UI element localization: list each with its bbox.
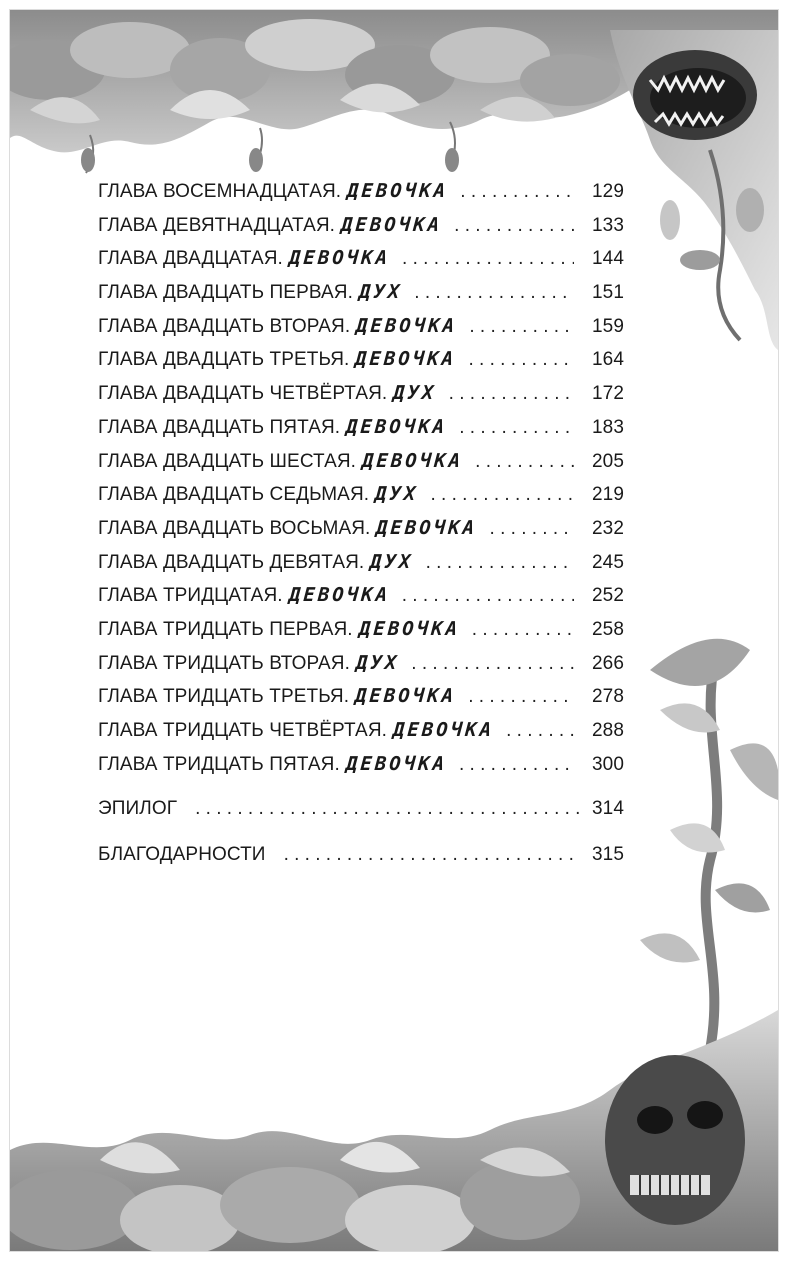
- toc-entry-narrator: ДЕВОЧКА: [345, 752, 448, 775]
- toc-leader-dots: [468, 686, 574, 708]
- toc-entry: [98, 584, 624, 618]
- toc-leader-dots: [469, 349, 575, 371]
- toc-entry-narrator: ДЕВОЧКА: [375, 516, 479, 539]
- toc-entry: [98, 551, 624, 585]
- toc-entry: [98, 416, 624, 450]
- toc-leader-dots: [459, 417, 574, 439]
- toc-entry-title: БЛАГОДАРНОСТИ: [98, 844, 266, 866]
- toc-entry-narrator: ДЕВОЧКА: [392, 719, 495, 741]
- toc-entry-title: ГЛАВА ТРИДЦАТЬ ПЕРВАЯ.: [98, 618, 353, 640]
- toc-page-number: 245: [591, 551, 624, 573]
- toc-entry-narrator: ДУХ: [392, 382, 438, 405]
- toc-leader-dots: [454, 215, 574, 237]
- toc-entry-title: ГЛАВА ДВАДЦАТЬ ДЕВЯТАЯ.: [98, 551, 365, 573]
- toc-entry-title: ГЛАВА ДВАДЦАТЬ ВТОРАЯ.: [98, 315, 351, 337]
- toc-entry-title: ГЛАВА ДВАДЦАТАЯ.: [98, 248, 283, 270]
- toc-entry-acknowledgements: [98, 844, 624, 878]
- toc-entry-narrator: ДЕВОЧКА: [288, 247, 391, 270]
- toc-leader-dots: [430, 484, 574, 506]
- skull-illustration: [605, 1055, 745, 1225]
- toc-page-number: 258: [591, 618, 624, 640]
- toc-entry-title: ГЛАВА ДВАДЦАТЬ ПЯТАЯ.: [98, 416, 341, 438]
- toc-page-number: 278: [591, 686, 624, 708]
- toc-entry-title: ГЛАВА ДВАДЦАТЬ ВОСЬМАЯ.: [98, 517, 371, 539]
- toc-page-number: 219: [591, 484, 624, 506]
- toc-page-number: 288: [591, 720, 624, 741]
- toc-page-number: 315: [591, 844, 624, 866]
- toc-page-number: 144: [591, 248, 624, 270]
- toc-leader-dots: [284, 844, 580, 866]
- toc-entry-title: ГЛАВА ДВАДЦАТЬ ШЕСТАЯ.: [98, 450, 357, 472]
- toc-leader-dots: [490, 518, 574, 540]
- toc-entry: [98, 348, 624, 382]
- toc-entry-title: ГЛАВА ТРИДЦАТЬ ВТОРАЯ.: [98, 652, 350, 674]
- toc-entry: [98, 281, 624, 315]
- toc-entry-narrator: ДЕВОЧКА: [355, 314, 459, 337]
- toc-entry: [98, 618, 624, 652]
- toc-entry-narrator: ДЕВОЧКА: [354, 348, 458, 371]
- toc-entry: [98, 652, 624, 686]
- toc-entry-narrator: ДЕВОЧКА: [345, 415, 449, 438]
- toc-leader-dots: [469, 316, 574, 338]
- toc-leader-dots: [402, 248, 574, 270]
- toc-page-number: 133: [591, 214, 624, 236]
- toc-leader-dots: [414, 282, 574, 304]
- toc-entry-title: ГЛАВА ТРИДЦАТАЯ.: [98, 585, 283, 607]
- toc-entry-narrator: ДЕВОЧКА: [287, 584, 391, 607]
- toc-leader-dots: [472, 619, 574, 641]
- right-vine: [640, 639, 778, 1050]
- toc-leader-dots: [402, 585, 574, 607]
- toc-page-number: 151: [591, 282, 624, 304]
- toc-entry: [98, 450, 624, 484]
- toc-entry: [98, 517, 624, 551]
- book-page: [10, 10, 778, 1251]
- toc-entry-narrator: ДЕВОЧКА: [357, 617, 461, 640]
- toc-page-number: 129: [591, 181, 624, 202]
- toc-entry-title: ГЛАВА ТРИДЦАТЬ ПЯТАЯ.: [98, 753, 340, 775]
- bottom-foliage: [10, 1010, 778, 1251]
- toc-page-number: 164: [591, 349, 624, 371]
- toc-page-number: 183: [591, 416, 624, 438]
- toc-page-number: 159: [591, 315, 624, 337]
- toc-leader-dots: [411, 653, 574, 675]
- toc-leader-dots: [449, 383, 574, 405]
- toc-entry: [98, 753, 624, 787]
- toc-entry-title: ГЛАВА ДВАДЦАТЬ СЕДЬМАЯ.: [98, 484, 370, 506]
- toc-entry: [98, 685, 624, 719]
- toc-entry-title: ГЛАВА ДВАДЦАТЬ ЧЕТВЁРТАЯ.: [98, 383, 388, 405]
- toc-entry-title: ГЛАВА ВОСЕМНАДЦАТАЯ.: [98, 181, 342, 202]
- toc-entry-narrator: ДЕВОЧКА: [346, 180, 450, 202]
- toc-entry: [98, 382, 624, 416]
- toc-page-number: 205: [591, 450, 624, 472]
- table-of-contents: [98, 180, 624, 878]
- toc-page-number: 266: [591, 652, 624, 674]
- toc-entry-narrator: ДУХ: [358, 281, 404, 304]
- toc-entry-title: ГЛАВА ТРИДЦАТЬ ТРЕТЬЯ.: [98, 686, 350, 708]
- toc-entry-narrator: ДУХ: [355, 651, 401, 674]
- toc-page-number: 300: [591, 753, 624, 775]
- toc-page-number: 172: [591, 383, 624, 405]
- toc-entry-narrator: ДЕВОЧКА: [361, 449, 464, 472]
- venus-flytrap-illustration: [610, 30, 778, 350]
- toc-entry-title: ГЛАВА ТРИДЦАТЬ ЧЕТВЁРТАЯ.: [98, 720, 388, 741]
- toc-entry: [98, 719, 624, 753]
- toc-leader-dots: [195, 798, 580, 820]
- toc-chapter-list: [98, 180, 624, 786]
- toc-page-number: 252: [591, 585, 624, 607]
- toc-entry-title: ГЛАВА ДВАДЦАТЬ ТРЕТЬЯ.: [98, 349, 350, 371]
- toc-page-number: 314: [591, 798, 624, 820]
- toc-leader-dots: [475, 451, 574, 473]
- toc-leader-dots: [506, 720, 574, 742]
- toc-leader-dots: [460, 181, 574, 203]
- toc-entry-title: ЭПИЛОГ: [98, 798, 178, 820]
- toc-leader-dots: [459, 754, 574, 776]
- toc-entry: [98, 483, 624, 517]
- toc-entry: [98, 315, 624, 349]
- toc-entry-title: ГЛАВА ДВАДЦАТЬ ПЕРВАЯ.: [98, 282, 353, 304]
- toc-entry: [98, 247, 624, 281]
- toc-entry-epilogue: [98, 798, 624, 832]
- toc-page-number: 232: [591, 517, 624, 539]
- toc-entry-narrator: ДЕВОЧКА: [354, 685, 457, 708]
- toc-entry: [98, 180, 624, 214]
- toc-entry-narrator: ДУХ: [374, 483, 420, 506]
- toc-leader-dots: [426, 552, 574, 574]
- toc-entry-title: ГЛАВА ДЕВЯТНАДЦАТАЯ.: [98, 214, 336, 236]
- toc-entry-narrator: ДУХ: [369, 550, 415, 573]
- toc-entry-narrator: ДЕВОЧКА: [340, 213, 443, 236]
- toc-entry: [98, 214, 624, 248]
